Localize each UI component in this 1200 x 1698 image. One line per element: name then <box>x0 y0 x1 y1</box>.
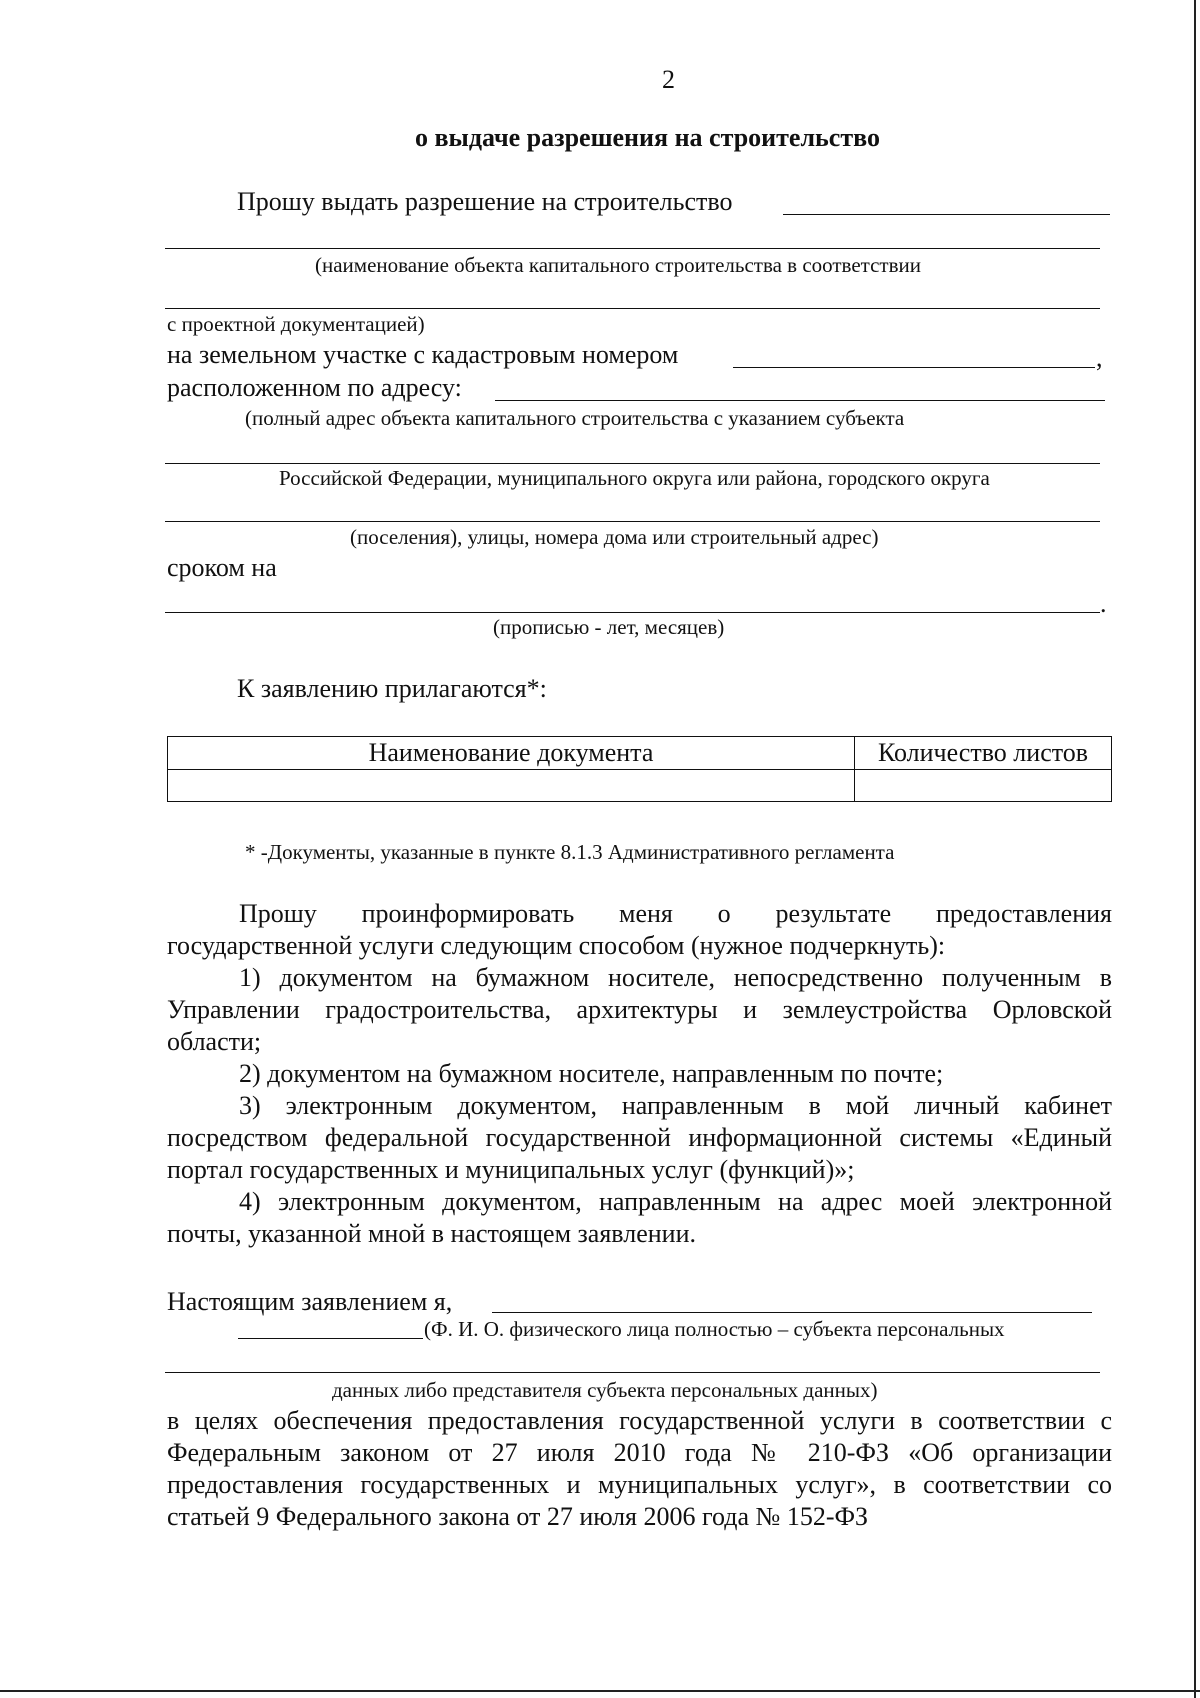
caption-address-1: (полный адрес объекта капитального строительства с указанием субъекта <box>245 406 905 430</box>
term-period: . <box>1100 589 1107 618</box>
consent-text: в целях обеспечения предоставления государственной услуги в соответствии с Федеральным законом от 27 июля 2010 года № 210-ФЗ «Об организации предоставления государственных и муниципальных услуг», в соответствии со статьей 9 Федерального закона от 27 июля 2006 года № 152-ФЗ <box>167 1406 1112 1531</box>
person-name-blank-2 <box>165 1372 1100 1373</box>
table-cell-sheet-count[interactable] <box>855 769 1112 802</box>
object-name-blank-3 <box>165 308 1100 309</box>
table-row <box>168 769 1112 802</box>
object-name-blank <box>783 214 1110 215</box>
column-header-sheet-count: Количество листов <box>855 737 1112 770</box>
caption-object-1: (наименование объекта капитального строительства в соответствии <box>315 253 921 277</box>
caption-address-3: (поселения), улицы, номера дома или строительный адрес) <box>350 525 879 549</box>
caption-person-2: данных либо представителя субъекта персональных данных) <box>332 1378 878 1402</box>
address-blank-2 <box>165 463 1100 464</box>
term-blank <box>165 612 1100 613</box>
caption-person-1: (Ф. И. О. физического лица полностью – субъекта персональных <box>424 1317 1005 1341</box>
footnote: * -Документы, указанные в пункте 8.1.3 Административного регламента <box>245 840 895 864</box>
attachments-title: К заявлению прилагаются*: <box>237 674 547 703</box>
inform-block <box>167 898 1112 1250</box>
option-4[interactable]: 4) электронным документом, направленным на адрес моей электронной почты, указанной мной в настоящем заявлении. <box>167 1187 1112 1248</box>
request-line: Прошу выдать разрешение на строительство <box>237 187 733 216</box>
scan-edge-right <box>1194 0 1196 1698</box>
object-name-blank-2 <box>165 248 1100 249</box>
option-2[interactable]: 2) документом на бумажном носителе, направленным по почте; <box>239 1059 944 1088</box>
address-blank-3 <box>165 521 1100 522</box>
caption-term: (прописью - лет, месяцев) <box>493 615 725 639</box>
column-header-document-name: Наименование документа <box>168 737 855 770</box>
consent-line: Настоящим заявлением я, <box>167 1287 453 1316</box>
attachments-table <box>167 736 1112 802</box>
form-heading: о выдаче разрешения на строительство <box>415 123 880 152</box>
caption-address-2: Российской Федерации, муниципального округа или района, городского округа <box>279 466 990 490</box>
option-1[interactable]: 1) документом на бумажном носителе, непосредственно полученным в Управлении градостроительства, архитектуры и землеустройства Орловской области; <box>167 963 1112 1056</box>
caption-object-2: с проектной документацией) <box>167 312 425 336</box>
page-number: 2 <box>662 65 675 94</box>
scan-edge-bottom <box>0 1690 1200 1692</box>
address-blank <box>495 400 1105 401</box>
table-cell-document-name[interactable] <box>168 769 855 802</box>
address-line: расположенном по адресу: <box>167 373 462 402</box>
inform-intro: Прошу проинформировать меня о результате предоставления государственной услуги следующим способом (нужное подчеркнуть): <box>167 899 1112 960</box>
person-name-blank-lead <box>238 1338 423 1339</box>
option-3[interactable]: 3) электронным документом, направленным в мой личный кабинет посредством федеральной государственной информационной системы «Единый портал государственных и муниципальных услуг (функций)»; <box>167 1091 1112 1184</box>
cadastral-comma: , <box>1096 343 1103 372</box>
person-name-blank <box>492 1312 1092 1313</box>
term-line: сроком на <box>167 553 277 582</box>
cadastral-number-blank <box>733 367 1095 368</box>
cadastral-line: на земельном участке с кадастровым номером <box>167 340 679 369</box>
table-header-row <box>168 737 1112 770</box>
